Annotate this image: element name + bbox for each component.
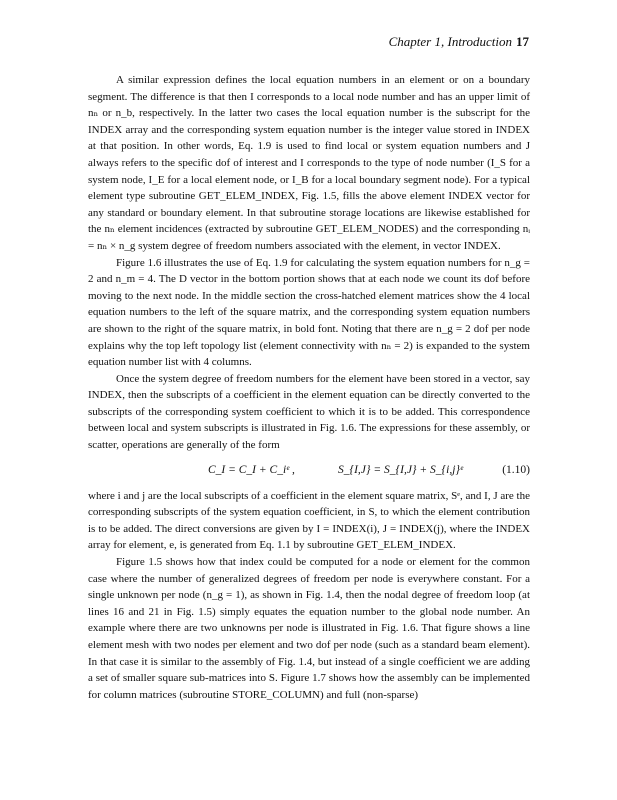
equation-lhs: C_I = C_I + C_iᵉ , <box>208 463 295 476</box>
paragraph-4: where i and j are the local subscripts of a coefficient in the element square matrix, Sᵉ, and I, J are the corresponding subscripts of the system equation coefficient, in S, to which the element contribution is to be added. The direct conversions are given by I = INDEX(i), J = INDEX(j), where the INDEX array for element, e, is generated from Eq. 1.1 by subroutine GET_ELEM_INDEX. <box>88 489 530 552</box>
body-text <box>88 72 530 703</box>
paragraph-2: Figure 1.6 illustrates the use of Eq. 1.9 for calculating the system equation numbers for n_g = 2 and n_m = 4. The D vector in the bottom portion shows that at each node we count its dof before moving to the next node. In the middle section the cross-hatched element matrices show the 4 local equation numbers to the left of the square matrix, and the corresponding system equation numbers are shown to the right of the square matrix, in bold font. Noting that there are n_g = 2 dof per node explains why the top left topology list (element connectivity with nₙ = 2) is expanded to the system equation number list with 4 columns. <box>88 256 530 369</box>
chapter-title: Chapter 1, Introduction <box>388 34 512 49</box>
equation-rhs: S_{I,J} = S_{I,J} + S_{i,j}ᵉ <box>338 463 464 476</box>
equation-1-10 <box>88 462 530 480</box>
equation-number: (1.10) <box>502 463 530 476</box>
running-header <box>389 34 529 50</box>
page-number: 17 <box>516 34 529 49</box>
paragraph-1: A similar expression defines the local equation numbers in an element or on a boundary segment. The difference is that then I corresponds to a local node number and has an upper limit of nₙ or n_b, respectively. In the latter two cases the local equation number is the subscript for the INDEX array and the corresponding system equation number is the integer value stored in INDEX at that position. In other words, Eq. 1.9 is used to find local or system equation numbers and J always refers to the specific dof of interest and I corresponds to the type of node number (I_S for a system node, I_E for a local element node, or I_B for a local boundary segment node). For a typical element type subroutine GET_ELEM_INDEX, Fig. 1.5, fills the above element INDEX vector for any standard or boundary element. In that subroutine storage locations are likewise established for the nₙ element incidences (extracted by subroutine GET_ELEM_NODES) and the corresponding nᵢ = nₙ × n_g system degree of freedom numbers associated with the element, in vector INDEX. <box>88 74 530 252</box>
paragraph-5: Figure 1.5 shows how that index could be computed for a node or element for the common case where the number of generalized degrees of freedom per node is everywhere constant. For a single unknown per node (n_g = 1), as shown in Fig. 1.4, then the nodal degree of freedom loop (at lines 16 and 21 in Fig. 1.5) simply equates the equation number to the global node number. An example where there are two unknowns per node is illustrated in Fig. 1.6. That figure shows a line element mesh with two nodes per element and two dof per node (such as a standard beam element). In that case it is similar to the assembly of Fig. 1.4, but instead of a single coefficient we are adding a set of smaller square sub-matrices into S. Figure 1.7 shows how the assembly can be implemented for column matrices (subroutine STORE_COLUMN) and full (non-sparse) <box>88 556 530 701</box>
paragraph-3: Once the system degree of freedom numbers for the element have been stored in a vector, say INDEX, then the subscripts of a coefficient in the element equation can be directly converted to the subscripts of the corresponding system coefficient to which it is to be added. This correspondence between local and system subscripts is illustrated in Fig. 1.6. The expressions for these assembly, or scatter, operations are generally of the form <box>88 372 530 452</box>
